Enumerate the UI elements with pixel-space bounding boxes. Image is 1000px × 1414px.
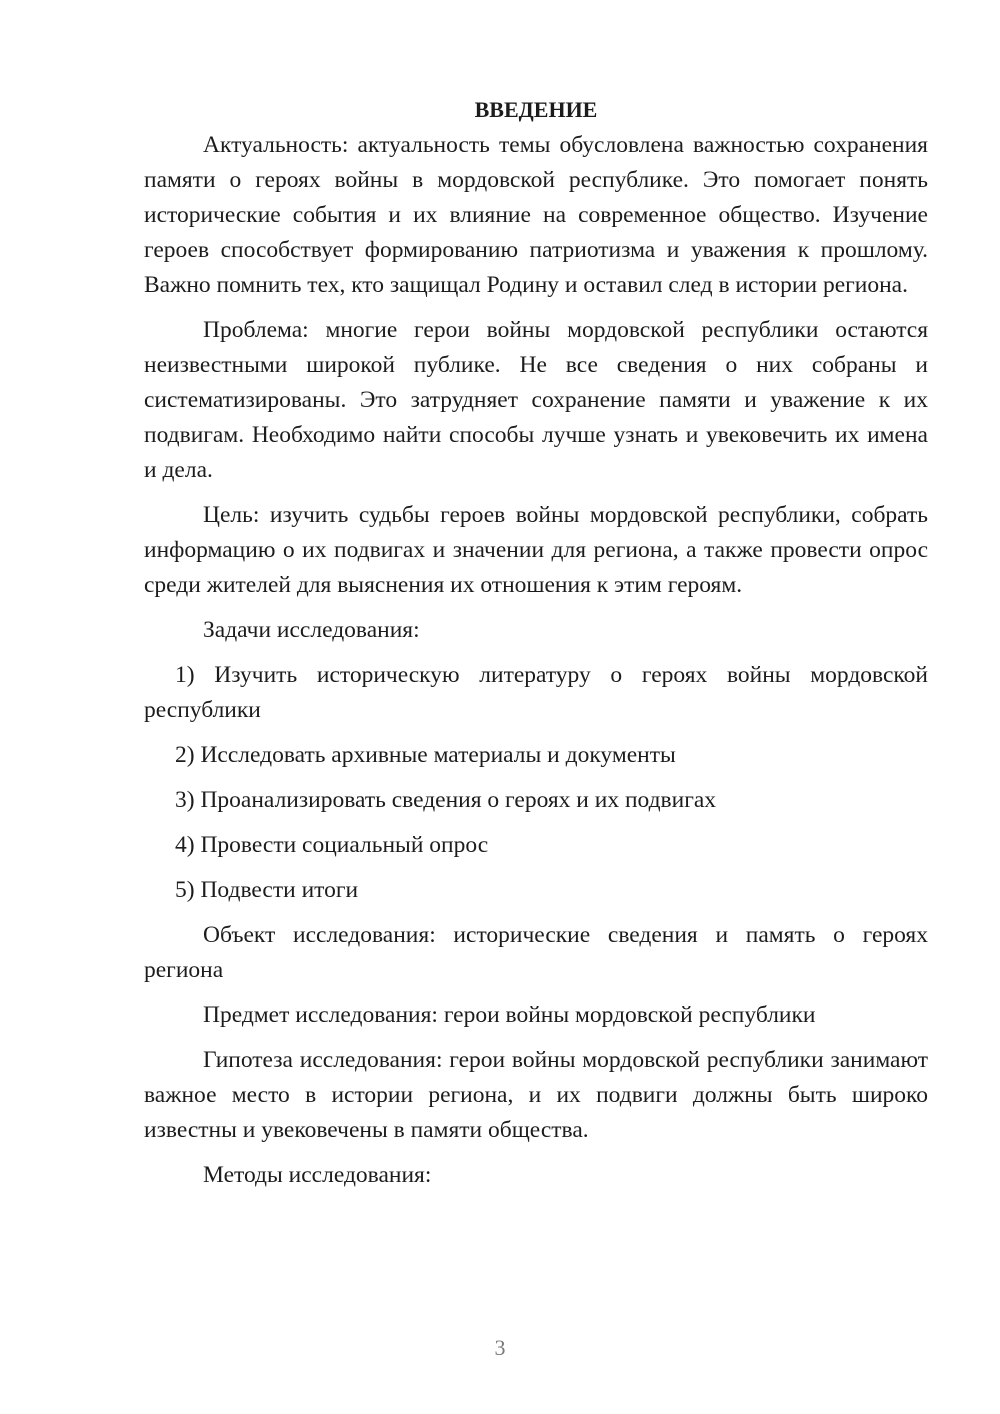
page-content xyxy=(144,92,928,1203)
paragraph-object: Объект исследования: исторические сведения и память о героях региона xyxy=(144,922,928,983)
paragraph-hypothesis: Гипотеза исследования: герои войны мордовской республики занимают важное место в истории региона, и их подвиги должны быть широко известны и увековечены в памяти общества. xyxy=(144,1047,928,1143)
page-number: 3 xyxy=(494,1335,506,1360)
task-item-4: 4) Провести социальный опрос xyxy=(175,832,489,858)
paragraph-relevance: Актуальность: актуальность темы обусловлена важностью сохранения памяти о героях войны в мордовской республике. Это помогает понять исторические события и их влияние на современное общество. Изучение героев способствует формированию патриотизма и уважения к прошлому. Важно помнить тех, кто защищал Родину и оставил след в истории региона. xyxy=(144,132,928,298)
methods-title: Методы исследования: xyxy=(203,1162,432,1188)
task-item-5: 5) Подвести итоги xyxy=(175,877,359,903)
paragraph-goal: Цель: изучить судьбы героев войны мордовской республики, собрать информацию о их подвигах и значении для региона, а также провести опрос среди жителей для выяснения их отношения к этим героям. xyxy=(144,502,928,598)
task-item-2: 2) Исследовать архивные материалы и документы xyxy=(175,742,676,768)
section-heading: ВВЕДЕНИЕ xyxy=(474,97,598,122)
tasks-list xyxy=(144,658,928,908)
paragraph-subject: Предмет исследования: герои войны мордовской республики xyxy=(203,1002,816,1028)
paragraph-problem: Проблема: многие герои войны мордовской республики остаются неизвестными широкой публике. Не все сведения о них собраны и систематизированы. Это затрудняет сохранение памяти и уважение к их подвигам. Необходимо найти способы лучше узнать и увековечить их имена и дела. xyxy=(144,317,928,483)
task-item-3: 3) Проанализировать сведения о героях и их подвигах xyxy=(175,787,717,813)
tasks-title: Задачи исследования: xyxy=(203,617,420,643)
task-item-1: 1) Изучить историческую литературу о героях войны мордовской республики xyxy=(144,662,928,723)
